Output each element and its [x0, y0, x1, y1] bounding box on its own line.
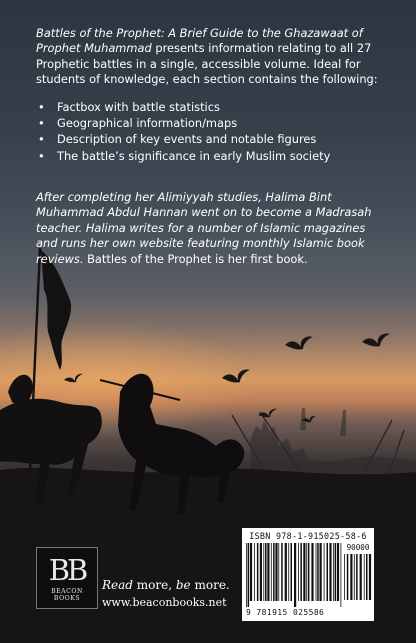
barcode-bar [260, 543, 262, 601]
logo-publisher-name: BEACON BOOKS [51, 588, 83, 602]
barcode-bar [335, 543, 337, 601]
list-item: • The battle’s significance in early Muslim society [38, 148, 331, 163]
barcode-bar [275, 543, 277, 601]
feature-list [36, 100, 386, 165]
barcode-bar [350, 554, 352, 600]
barcode-bar [306, 543, 307, 601]
barcode-bar [316, 543, 317, 601]
list-item: • Geographical information/maps [38, 116, 238, 131]
barcode-bar [337, 543, 339, 601]
publisher-logo [36, 547, 98, 609]
isbn-text: ISBN 978-1-915025-58-6 [249, 531, 367, 541]
barcode-bar [317, 543, 319, 601]
barcode-bar [300, 543, 302, 601]
bullet-icon: • [38, 148, 45, 163]
barcode-bar [303, 543, 305, 601]
bullet-icon: • [38, 116, 45, 131]
blurb-body: presents information relating to all 27 Prophetic battles in a single, accessible volume. Ideal for students of knowledge, each section contains the following: [36, 41, 378, 87]
publisher-website: www.beaconbooks.net [102, 596, 227, 609]
barcode-bar [267, 543, 269, 601]
barcode-bar [324, 543, 325, 601]
barcode-bar [263, 543, 264, 601]
barcode-bar [288, 543, 289, 601]
bullet-icon: • [38, 132, 45, 147]
price-barcode-bars [344, 554, 372, 606]
barcode-bar [285, 543, 287, 601]
author-bio-plain: Battles of the Prophet is her first book. [83, 251, 308, 266]
barcode-bar [291, 543, 293, 601]
barcode-bar [369, 554, 371, 600]
bullet-icon: • [38, 99, 45, 114]
barcode-bar [254, 543, 255, 601]
author-bio-italic: After completing her Alimiyyah studies, Halima Bint Muhammad Abdul Hannan went on to become a Madrasah teacher. Halima writes for a number of Islamic magazines and runs her own website featuring monthly Islamic book reviews. [36, 190, 372, 266]
logo-letters: BB [48, 553, 86, 587]
barcode-bar [311, 543, 313, 601]
barcode-bar [298, 543, 299, 601]
author-bio-paragraph [36, 190, 386, 267]
blurb-paragraph [36, 26, 386, 88]
barcode-bar [246, 543, 247, 607]
barcode-bar [320, 543, 322, 601]
list-item: • Description of key events and notable figures [38, 132, 317, 147]
isbn-barcode [242, 528, 374, 621]
barcode-bar [329, 543, 331, 601]
barcode-bar [341, 543, 342, 607]
barcode-bar [366, 554, 368, 600]
publisher-tagline: Read more, be more. [102, 578, 230, 592]
birds-silhouette [64, 333, 390, 422]
barcode-bar [273, 543, 275, 601]
barcode-bar [271, 543, 272, 601]
book-title-italic: Battles of the Prophet: A Brief Guide to the Ghazawaat of Prophet Muhammad [36, 26, 363, 56]
book-blurb [36, 26, 386, 165]
barcode-bars [246, 543, 342, 607]
barcode-bar [356, 554, 358, 600]
barcode-bar [257, 543, 259, 601]
barcode-bar [294, 543, 296, 607]
barcode-bar [333, 543, 334, 601]
barcode-digits: 9 781915 025586 [246, 608, 325, 617]
list-item: • Factbox with battle statistics [38, 99, 220, 114]
barcode-bar [250, 543, 252, 601]
barcode-bar [308, 543, 310, 601]
barcode-bar [265, 543, 267, 601]
barcode-bar [347, 554, 349, 600]
barcode-bar [327, 543, 329, 601]
barcode-bar [278, 543, 279, 601]
barcode-bar [344, 554, 345, 600]
author-bio [36, 190, 386, 267]
barcode-bar [281, 543, 283, 601]
barcode-bar [248, 543, 250, 607]
barcode-bar [354, 554, 355, 600]
barcode-bar [360, 554, 362, 600]
price-code: 90000 [346, 543, 370, 552]
barcode-bar [364, 554, 365, 600]
